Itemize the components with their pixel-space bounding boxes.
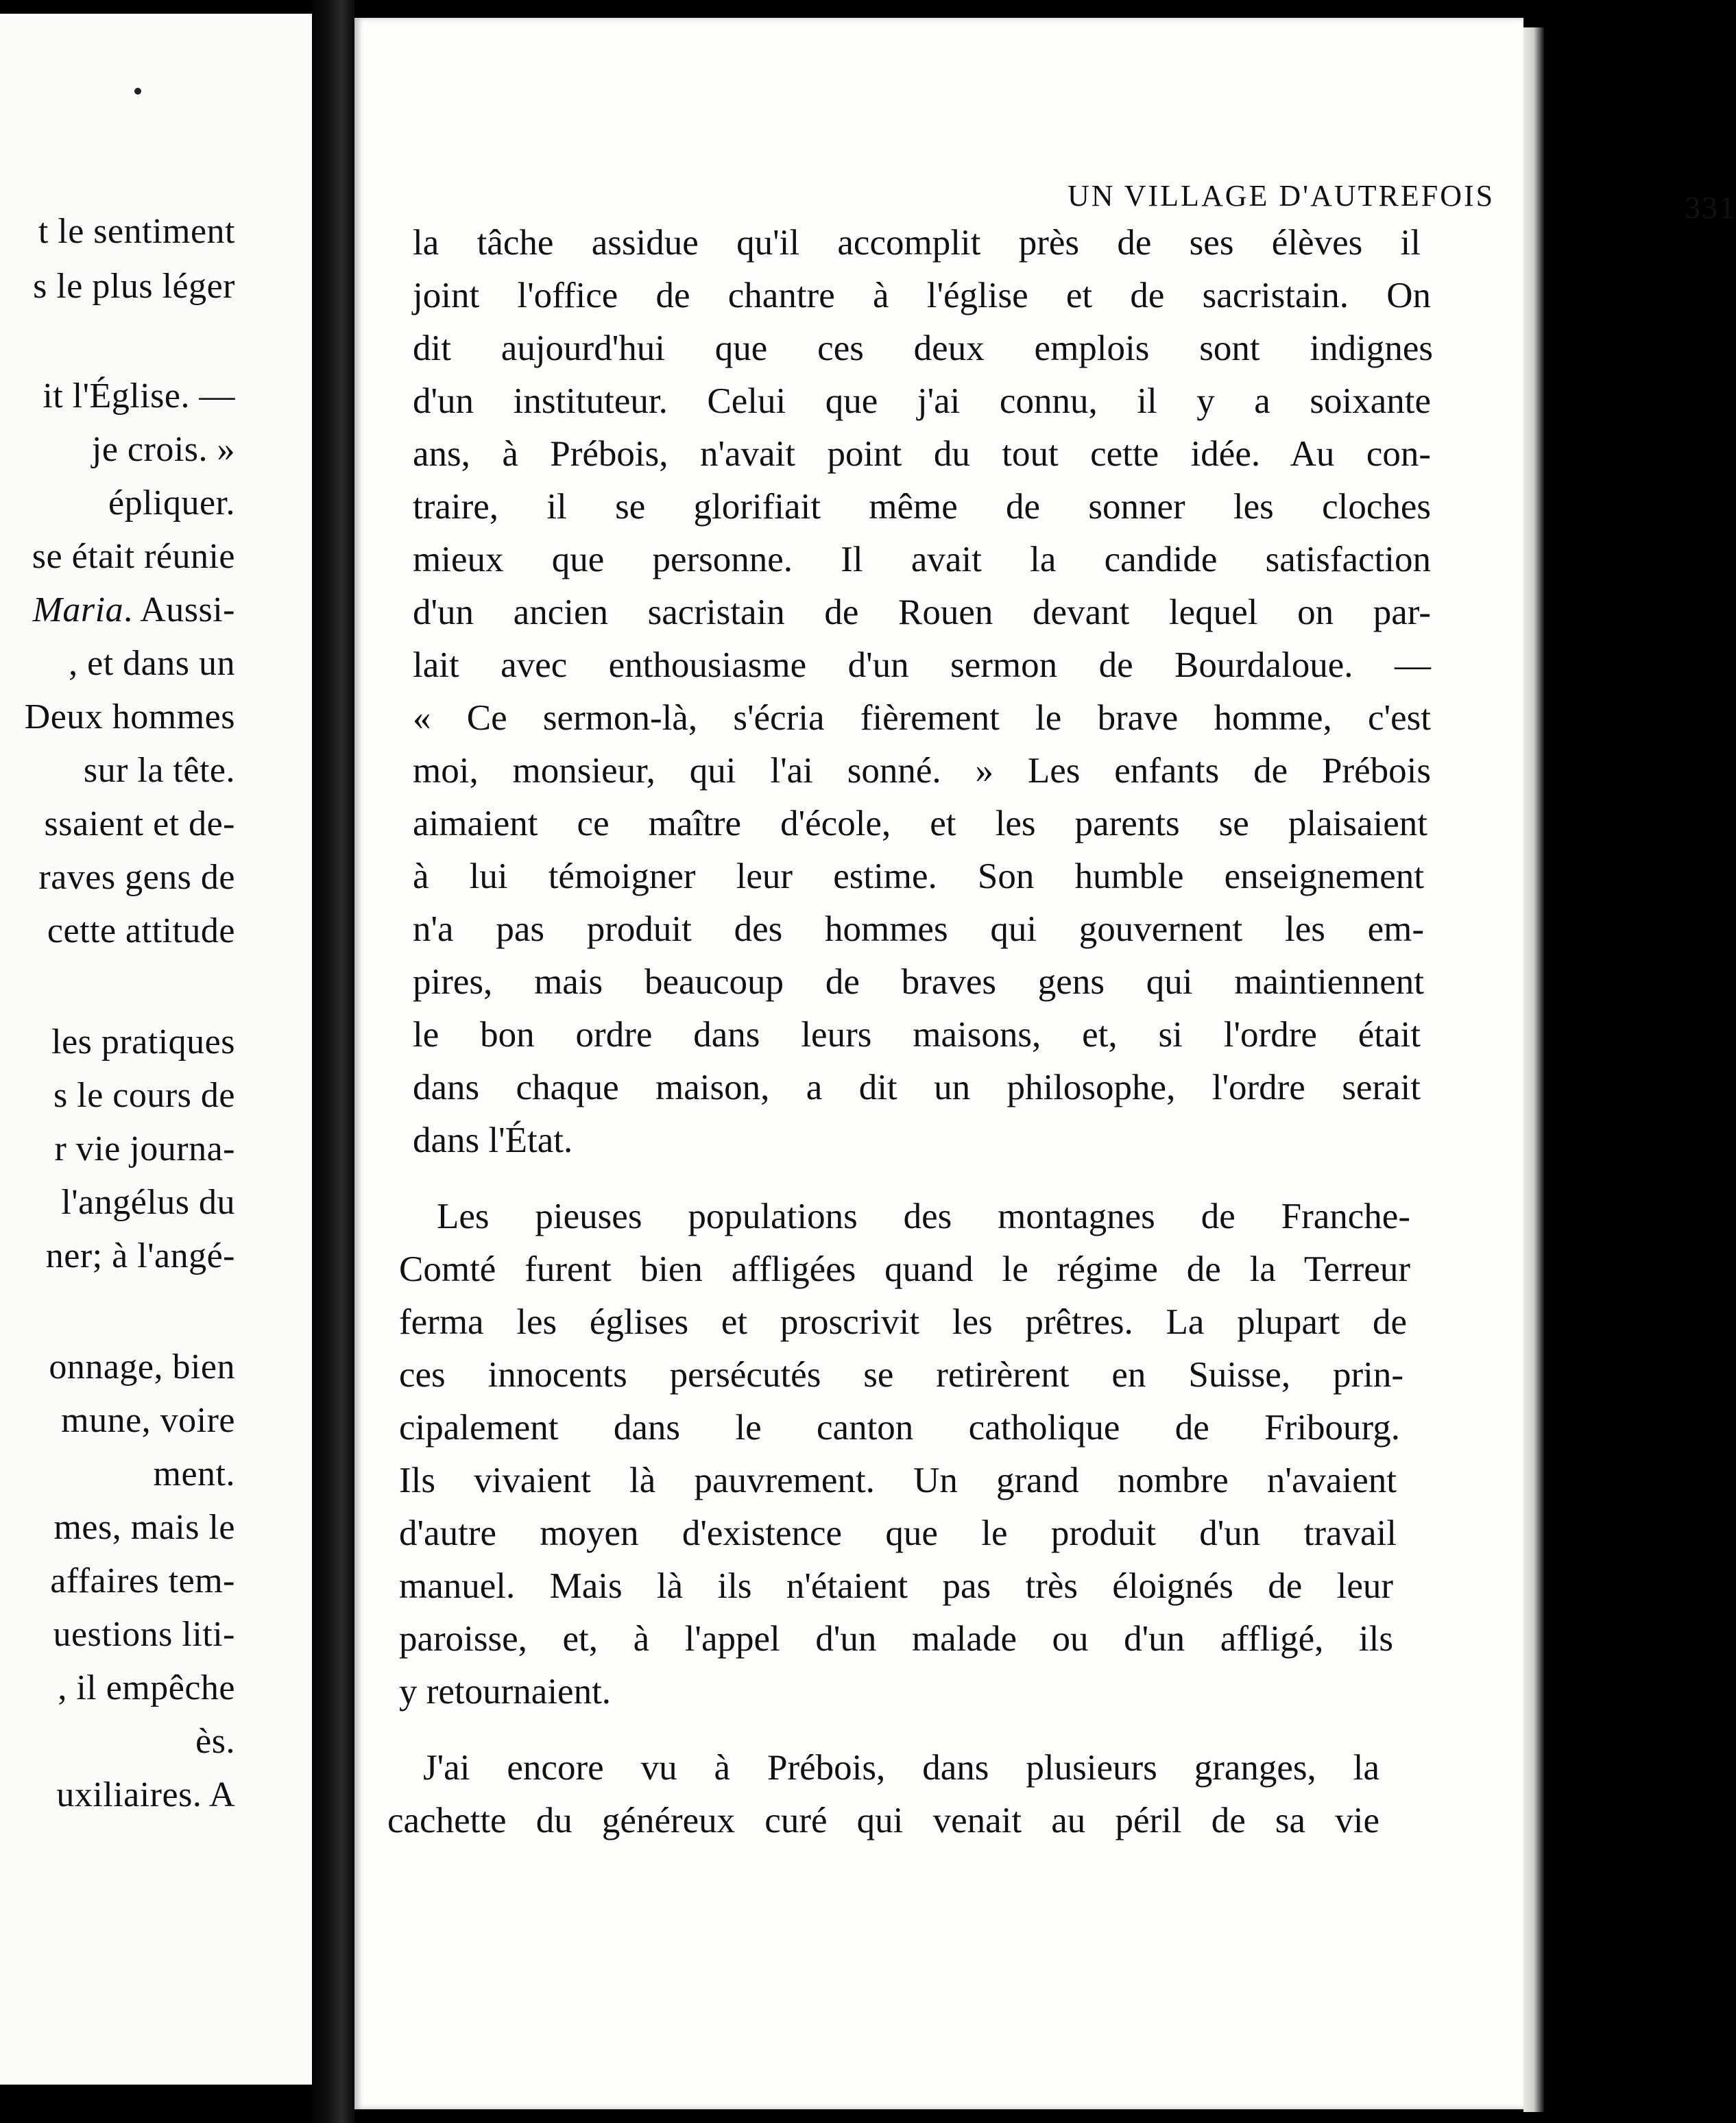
text-line: ferma les églises et proscrivit les prêtres. La plupart de [399,1302,1407,1342]
left-line: se était réunie [32,537,235,576]
text-line: paroisse, et, à l'appel d'un malade ou d'un affligé, ils [399,1619,1393,1659]
text-line: mieux que personne. Il avait la candide satisfaction [413,540,1431,579]
left-line: l'angélus du [61,1183,235,1222]
text-line: d'autre moyen d'existence que le produit d'un travail [399,1513,1397,1553]
left-line: sur la tête. [83,751,235,790]
text-line: manuel. Mais là ils n'étaient pas très éloignés de leur [399,1566,1393,1606]
left-line: ssaient et de- [44,804,235,843]
previous-page [0,14,312,2085]
text-line: ces innocents persécutés se retirèrent en Suisse, prin- [399,1355,1403,1395]
left-line: Deux hommes [24,697,235,736]
text-line: Les pieuses populations des montagnes de Franche- [437,1197,1410,1236]
text-line: cipalement dans le canton catholique de Fribourg. [399,1408,1400,1448]
current-page [354,18,1736,2109]
ink-spot [134,88,141,95]
text-line: d'un instituteur. Celui que j'ai connu, il y a soixante [413,381,1431,421]
text-line: le bon ordre dans leurs maisons, et, si l'ordre était [413,1015,1421,1055]
left-line: , il empêche [58,1668,235,1707]
left-line: s le plus léger [33,267,235,306]
left-line: mes, mais le [53,1508,235,1547]
book-gutter [312,0,354,2123]
left-line: uestions liti- [53,1615,235,1654]
text-line: cachette du généreux curé qui venait au péril de sa vie [387,1801,1379,1840]
body-text [354,18,1523,2109]
text-line: dans chaque maison, a dit un philosophe, l'ordre serait [413,1068,1421,1107]
text-line: traire, il se glorifiait même de sonner les cloches [413,487,1431,527]
left-line: ner; à l'angé- [45,1236,235,1275]
text-line: ans, à Prébois, n'avait point du tout cette idée. Au con- [413,434,1431,474]
left-line: je crois. » [91,430,235,469]
left-line: s le cours de [53,1076,235,1115]
left-line: r vie journa- [54,1129,235,1168]
left-line: t le sentiment [38,212,235,251]
text-line: n'a pas produit des hommes qui gouvernent les em- [413,909,1424,949]
left-line: , et dans un [69,644,235,683]
left-line: cette attitude [47,911,235,950]
text-line: d'un ancien sacristain de Rouen devant lequel on par- [413,592,1431,632]
left-line: ès. [195,1722,235,1761]
text-line: dans l'État. [413,1120,573,1160]
left-line: mune, voire [61,1401,235,1440]
left-line: affaires tem- [50,1561,235,1600]
text-line: à lui témoigner leur estime. Son humble enseignement [413,856,1424,896]
page-number: 331 [1685,190,1736,225]
left-line: épliquer. [108,483,235,523]
left-line: raves gens de [38,858,235,897]
text-line: la tâche assidue qu'il accomplit près de ses élèves il [413,223,1421,263]
left-line: Maria. Aussi- [32,590,235,629]
text-line: dit aujourd'hui que ces deux emplois sont indignes [413,328,1433,368]
text-line: lait avec enthousiasme d'un sermon de Bourdaloue. — [413,645,1431,685]
text-line: Comté furent bien affligées quand le régime de la Terreur [399,1249,1410,1289]
text-line: aimaient ce maître d'école, et les parents se plaisaient [413,804,1427,843]
text-line: moi, monsieur, qui l'ai sonné. » Les enfants de Prébois [413,751,1431,791]
left-line: it l'Église. — [43,376,235,416]
text-line: y retournaient. [399,1672,612,1712]
page-edge [1523,27,1544,2112]
left-line: onnage, bien [49,1347,235,1387]
text-line: « Ce sermon-là, s'écria fièrement le brave homme, c'est [413,698,1431,738]
text-line: joint l'office de chantre à l'église et de sacristain. On [413,276,1431,315]
text-line: Ils vivaient là pauvrement. Un grand nombre n'avaient [399,1461,1397,1500]
running-title: UN VILLAGE D'AUTREFOIS [1068,179,1495,213]
text-line: J'ai encore vu à Prébois, dans plusieurs granges, la [423,1748,1379,1788]
left-line: ment. [153,1454,235,1494]
left-line: les pratiques [51,1022,235,1062]
text-line: pires, mais beaucoup de braves gens qui maintiennent [413,962,1424,1002]
left-line: uxiliaires. A [56,1775,235,1814]
